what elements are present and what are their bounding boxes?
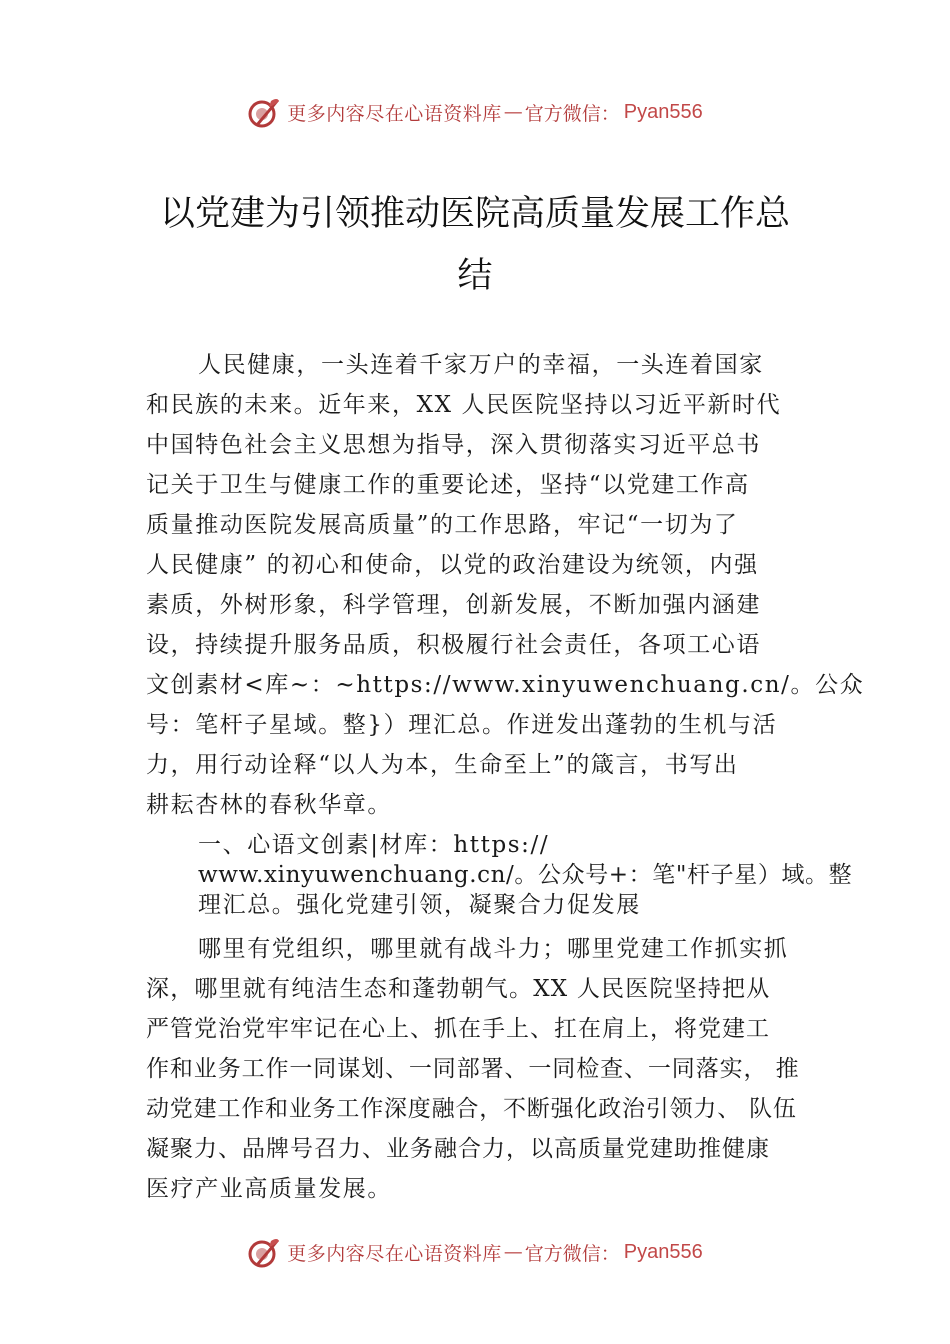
section-heading-line: www.xinyuwenchuang.cn/。公众号+：笔"杆子星）域。整 [198,862,853,888]
banner-wechat-handle: Pyan556 [623,1240,703,1263]
footer-banner [0,1232,950,1272]
paragraph-line: 记关于卫生与健康工作的重要论述，坚持“以党建工作高 [146,472,750,498]
paragraph-line: 号：笔杆子星域。整}）理汇总。作迸发出蓬勃的生机与活 [146,712,778,738]
paragraph-line: 动党建工作和业务工作深度融合，不断强化政治引领力、 队伍 [146,1096,797,1122]
banner-text: 更多内容尽在心语资料库 [287,102,502,125]
paragraph-line: 文创素材<库~：~https://www.xinyuwenchuang.cn/。公众 [146,672,865,698]
paragraph-line: 作和业务工作一同谋划、一同部署、一同检查、一同落实， 推 [146,1056,800,1082]
document-title-line-2: 结 [457,256,493,296]
paragraph-line: 医疗产业高质量发展。 [146,1176,392,1202]
banner-separator: — [503,101,523,123]
banner-wechat-label: 官方微信： [524,102,620,125]
paragraph-line: 和民族的未来。近年来，XX 人民医院坚持以习近平新时代 [146,392,782,418]
header-banner [0,92,950,132]
paragraph-line: 严管党治党牢牢记在心上、抓在手上、扛在肩上，将党建工 [146,1016,770,1042]
banner-wechat-handle: Pyan556 [623,100,703,123]
banner-separator: — [503,1241,523,1263]
paragraph-line: 人民健康” 的初心和使命，以党的政治建设为统领，内强 [146,552,759,578]
quill-seal-logo [247,95,281,129]
paragraph-line: 中国特色社会主义思想为指导，深入贯彻落实习近平总书 [146,432,761,458]
banner-text: 更多内容尽在心语资料库 [287,1242,502,1265]
paragraph-line: 深，哪里就有纯洁生态和蓬勃朝气。XX 人民医院坚持把从 [146,976,771,1002]
paragraph-line: 哪里有党组织，哪里就有战斗力；哪里党建工作抓实抓 [198,936,789,962]
paragraph-line: 人民健康，一头连着千家万户的幸福，一头连着国家 [198,352,764,378]
quill-seal-logo [247,1235,281,1269]
paragraph-line: 力，用行动诠释“以人为本，生命至上”的箴言，书写出 [146,752,739,778]
paragraph-line: 凝聚力、品牌号召力、业务融合力，以高质量党建助推健康 [146,1136,770,1162]
paragraph-line: 耕耘杏林的春秋华章。 [146,792,392,818]
paragraph-line: 设，持续提升服务品质，积极履行社会责任，各项工心语 [146,632,761,658]
section-heading-line: 一、心语文创素|材库：https:// [198,832,550,858]
banner-wechat-label: 官方微信： [524,1242,620,1265]
paragraph-line: 质量推动医院发展高质量”的工作思路，牢记“一切为了 [146,512,739,538]
section-heading-line: 理汇总。强化党建引领，凝聚合力促发展 [198,892,641,918]
document-title-line-1: 以党建为引领推动医院高质量发展工作总 [159,194,790,234]
paragraph-line: 素质，外树形象，科学管理，创新发展，不断加强内涵建 [146,592,761,618]
